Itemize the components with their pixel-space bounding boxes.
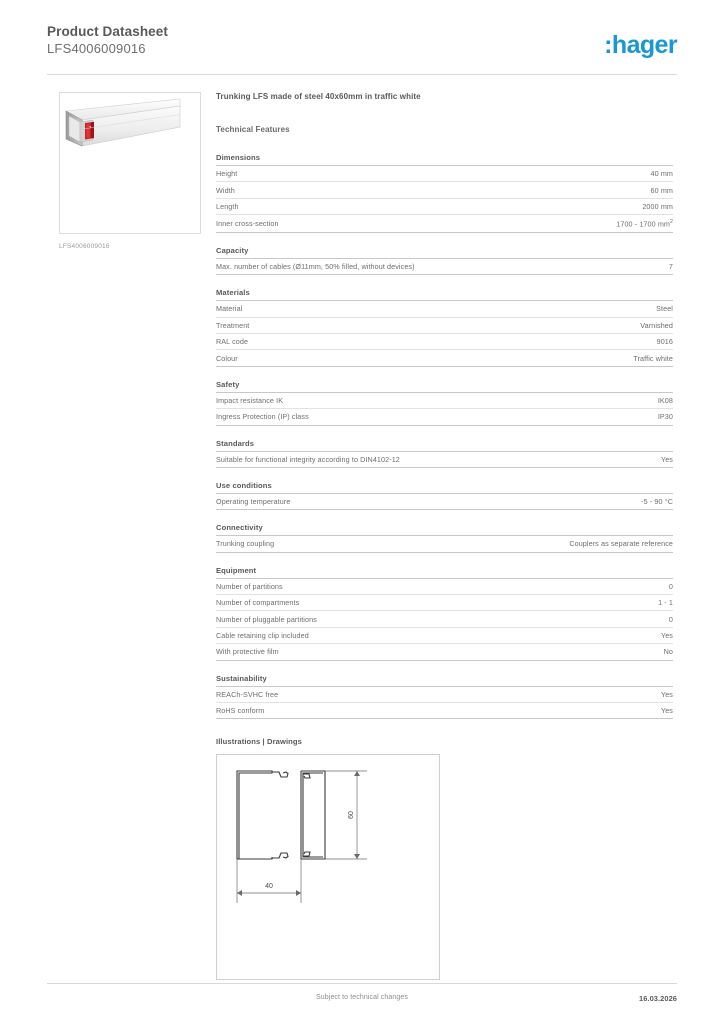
table-row bbox=[216, 452, 673, 468]
footer-date: 16.03.2026 bbox=[639, 994, 677, 1003]
table-row bbox=[216, 215, 673, 233]
spec-label: Material bbox=[216, 304, 243, 314]
footer-note: Subject to technical changes bbox=[316, 994, 408, 1001]
spec-value: IP30 bbox=[657, 412, 673, 422]
illustrations-heading: Illustrations | Drawings bbox=[216, 737, 302, 747]
spec-label: Width bbox=[216, 185, 235, 195]
spec-table bbox=[216, 393, 673, 426]
product-image bbox=[59, 92, 201, 234]
spec-label: Number of partitions bbox=[216, 581, 283, 591]
spec-section bbox=[216, 566, 673, 661]
spec-label: Treatment bbox=[216, 320, 250, 330]
logo-text: hager bbox=[611, 31, 677, 59]
table-row bbox=[216, 611, 673, 627]
spec-value: Varnished bbox=[640, 320, 673, 330]
spec-label: Inner cross-section bbox=[216, 219, 279, 228]
table-row bbox=[216, 301, 673, 317]
table-row bbox=[216, 536, 673, 552]
technical-features-heading: Technical Features bbox=[216, 125, 290, 134]
section-title: Equipment bbox=[216, 566, 673, 579]
spec-label: REACh-SVHC free bbox=[216, 689, 279, 699]
table-row bbox=[216, 644, 673, 660]
spec-table bbox=[216, 687, 673, 720]
page-title: Product Datasheet bbox=[47, 24, 168, 39]
table-row bbox=[216, 182, 673, 198]
spec-value: -5 - 90 °C bbox=[641, 497, 673, 507]
product-reference: LFS4006009016 bbox=[47, 41, 146, 56]
spec-section bbox=[216, 288, 673, 367]
spec-value: Steel bbox=[656, 304, 673, 314]
spec-label: Cable retaining clip included bbox=[216, 630, 309, 640]
spec-table bbox=[216, 166, 673, 233]
section-title: Standards bbox=[216, 439, 673, 452]
table-row bbox=[216, 350, 673, 366]
spec-label: With protective film bbox=[216, 647, 279, 657]
table-row bbox=[216, 334, 673, 350]
spec-label: Height bbox=[216, 169, 238, 179]
section-title: Use conditions bbox=[216, 481, 673, 494]
section-title: Materials bbox=[216, 288, 673, 301]
spec-value: IK08 bbox=[657, 395, 673, 405]
spec-value: No bbox=[663, 647, 673, 657]
spec-label: Max. number of cables (Ø11mm, 50% filled, without devices) bbox=[216, 262, 415, 272]
header-divider bbox=[47, 74, 677, 75]
illustrations-drawing-box bbox=[216, 754, 440, 980]
product-image-caption: LFS4006009016 bbox=[59, 243, 110, 250]
table-row bbox=[216, 259, 673, 275]
table-row bbox=[216, 317, 673, 333]
spec-value: Couplers as separate reference bbox=[569, 539, 673, 549]
spec-label: Operating temperature bbox=[216, 497, 291, 507]
spec-section bbox=[216, 153, 673, 233]
table-row bbox=[216, 166, 673, 182]
spec-value: 0 bbox=[668, 581, 673, 591]
section-title: Sustainability bbox=[216, 674, 673, 687]
section-title: Dimensions bbox=[216, 153, 673, 166]
table-row bbox=[216, 702, 673, 718]
product-photo-svg bbox=[60, 93, 198, 231]
spec-value: Yes bbox=[660, 454, 673, 464]
spec-table bbox=[216, 259, 673, 275]
product-name: Trunking LFS made of steel 40x60mm in traffic white bbox=[216, 92, 421, 101]
spec-label: Length bbox=[216, 201, 239, 211]
spec-label: Trunking coupling bbox=[216, 539, 275, 549]
spec-label: Suitable for functional integrity according to DIN4102-12 bbox=[216, 454, 400, 464]
spec-section bbox=[216, 674, 673, 720]
spec-label: RoHS conform bbox=[216, 706, 265, 716]
section-title: Connectivity bbox=[216, 523, 673, 536]
spec-table bbox=[216, 494, 673, 510]
spec-label: Number of compartments bbox=[216, 598, 300, 608]
footer-divider bbox=[47, 983, 677, 984]
spec-table bbox=[216, 579, 673, 661]
spec-value: Yes bbox=[660, 630, 673, 640]
spec-table bbox=[216, 452, 673, 468]
spec-value: 40 mm bbox=[650, 169, 673, 179]
spec-section bbox=[216, 439, 673, 468]
spec-table bbox=[216, 536, 673, 552]
spec-value: 1 - 1 bbox=[658, 598, 673, 608]
table-row bbox=[216, 393, 673, 409]
table-row bbox=[216, 627, 673, 643]
spec-value: 7 bbox=[668, 262, 673, 272]
section-title: Safety bbox=[216, 380, 673, 393]
table-row bbox=[216, 198, 673, 214]
spec-value: 0 bbox=[668, 614, 673, 624]
table-row bbox=[216, 579, 673, 595]
table-row bbox=[216, 409, 673, 425]
section-title: Capacity bbox=[216, 246, 673, 259]
spec-section bbox=[216, 380, 673, 426]
cross-section-drawing bbox=[217, 755, 437, 977]
spec-label: Impact resistance IK bbox=[216, 395, 284, 405]
logo-colon-icon: : bbox=[604, 31, 612, 59]
spec-label: RAL code bbox=[216, 337, 249, 347]
spec-label: Ingress Protection (IP) class bbox=[216, 412, 309, 422]
spec-section bbox=[216, 246, 673, 275]
spec-value: 2000 mm bbox=[642, 201, 673, 211]
drawing-width-label: 40 bbox=[265, 883, 273, 891]
spec-value-text: 1700 - 1700 mm bbox=[616, 219, 670, 229]
spec-value: Yes bbox=[660, 689, 673, 699]
page-footer bbox=[47, 994, 677, 1008]
drawing-height-label: 60 bbox=[348, 811, 355, 820]
spec-sections bbox=[216, 153, 673, 719]
spec-value: Yes bbox=[660, 706, 673, 716]
spec-section bbox=[216, 523, 673, 552]
page-header bbox=[47, 24, 677, 70]
datasheet-content bbox=[216, 92, 673, 980]
spec-table bbox=[216, 301, 673, 367]
spec-section bbox=[216, 481, 673, 510]
spec-value: 9016 bbox=[656, 337, 673, 347]
hager-logo bbox=[604, 32, 677, 58]
spec-value bbox=[445, 215, 674, 233]
table-row bbox=[216, 687, 673, 703]
table-row bbox=[216, 595, 673, 611]
spec-value: Traffic white bbox=[633, 353, 673, 363]
spec-value-superscript: 2 bbox=[670, 219, 673, 226]
table-row bbox=[216, 494, 673, 510]
spec-label: Colour bbox=[216, 353, 238, 363]
spec-label: Number of pluggable partitions bbox=[216, 614, 317, 624]
spec-value: 60 mm bbox=[650, 185, 673, 195]
